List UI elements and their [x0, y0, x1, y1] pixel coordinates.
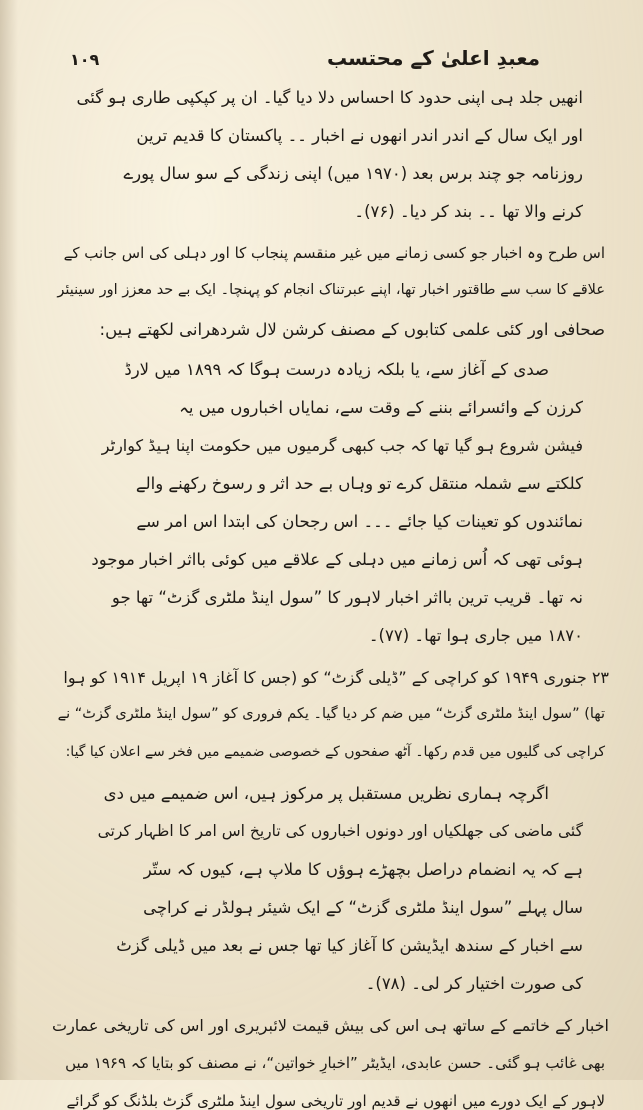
text-line: اور ایک سال کے اندر اندر انھوں نے اخبار ۔۔ پاکستان کا قدیم ترین — [136, 126, 583, 145]
quote-line: صدی کے آغاز سے، یا بلکہ زیادہ درست ہوگا کہ ۱۸۹۹ میں لارڈ — [124, 360, 549, 379]
quote-line: سے اخبار کے سندھ ایڈیشن کا آغاز کیا تھا جس نے بعد میں ڈیلی گزٹ — [116, 936, 583, 955]
quote-line: گئی ماضی کی جھلکیاں اور دونوں اخباروں کی تاریخ اس امر کا اظہار کرتی — [97, 822, 583, 840]
quote-line: کلکتے سے شملہ منتقل کرے تو وہاں بے حد اثر و رسوخ رکھنے والے — [135, 474, 583, 493]
text-line: اخبار کے خاتمے کے ساتھ ہی اس کی بیش قیمت لائبریری اور اس کی تاریخی عمارت — [52, 1016, 609, 1035]
spine-shadow — [0, 0, 18, 1080]
quote-line: ہوئی تھی کہ اُس زمانے میں دہلی کے علاقے میں کوئی بااثر اخبار موجود — [91, 550, 583, 569]
text-line: ۲۳ جنوری ۱۹۴۹ کو کراچی کے ”ڈیلی گزٹ“ کو (جس کا آغاز ۱۹ اپریل ۱۹۱۴ کو ہوا — [63, 668, 609, 687]
text-line: تھا) ”سول اینڈ ملٹری گزٹ“ میں ضم کر دیا گیا۔ یکم فروری کو ”سول اینڈ ملٹری گزٹ“ نے — [57, 706, 605, 722]
quote-line: نمائندوں کو تعینات کیا جائے ۔۔۔ اس رجحان کی ابتدا اس امر سے — [136, 512, 583, 531]
page-header — [70, 46, 540, 80]
quote-line: ۱۸۷۰ میں جاری ہوا تھا۔ (۷۷)۔ — [368, 626, 583, 645]
text-line: کرنے والا تھا ۔۔ بند کر دیا۔ (۷۶)۔ — [354, 202, 583, 221]
text-line: انھیں جلد ہی اپنی حدود کا احساس دلا دیا گیا۔ ان پر کپکپی طاری ہو گئی — [76, 88, 583, 107]
quote-line: ہے کہ یہ انضمام دراصل بچھڑے ہوؤں کا ملاپ ہے، کیوں کہ ستّر — [143, 860, 583, 879]
text-line: روزنامہ جو چند برس بعد (۱۹۷۰ میں) اپنی زندگی کے سو سال پورے — [123, 164, 583, 183]
text-line: اس طرح وہ اخبار جو کسی زمانے میں غیر منقسم پنجاب کا اور دہلی کی اس جانب کے — [63, 244, 605, 262]
quote-line: سال پہلے ”سول اینڈ ملٹری گزٹ“ کے ایک شیئر ہولڈر نے کراچی — [143, 898, 583, 917]
quote-line: کرزن کے وائسرائے بننے کے وقت سے، نمایاں اخباروں میں یہ — [179, 398, 583, 417]
quote-line: فیشن شروع ہو گیا تھا کہ جب کبھی گرمیوں میں حکومت اپنا ہیڈ کوارٹر — [101, 436, 583, 455]
quote-line: اگرچہ ہماری نظریں مستقبل پر مرکوز ہیں، اس ضمیمے میں دی — [103, 784, 549, 803]
page-number: ۱۰۹ — [70, 50, 100, 69]
text-line: علاقے کا سب سے طاقتور اخبار تھا، اپنے عبرتناک انجام کو پہنچا۔ ایک بے حد معزز اور سینیئر — [57, 282, 605, 298]
text-line: لاہور کے ایک دورے میں انھوں نے قدیم اور تاریخی سول اینڈ ملٹری گزٹ بلڈنگ کو گرائے — [66, 1092, 605, 1110]
text-line: صحافی اور کئی علمی کتابوں کے مصنف کرشن لال شردھرانی لکھتے ہیں: — [99, 320, 605, 339]
text-line: بھی غائب ہو گئی۔ حسن عابدی، ایڈیٹر ”اخبارِ خواتین“، نے مصنف کو بتایا کہ ۱۹۶۹ میں — [65, 1054, 605, 1072]
quote-line: نہ تھا۔ قریب ترین بااثر اخبار لاہور کا ”سول اینڈ ملٹری گزٹ“ تھا جو — [111, 588, 583, 607]
running-title: معبدِ اعلیٰ کے محتسب — [326, 46, 540, 70]
text-line: کراچی کی گلیوں میں قدم رکھا۔ آٹھ صفحوں کے خصوصی ضمیمے میں فخر سے اعلان کیا گیا: — [65, 744, 605, 760]
quote-line: کی صورت اختیار کر لی۔ (۷۸)۔ — [365, 974, 583, 993]
